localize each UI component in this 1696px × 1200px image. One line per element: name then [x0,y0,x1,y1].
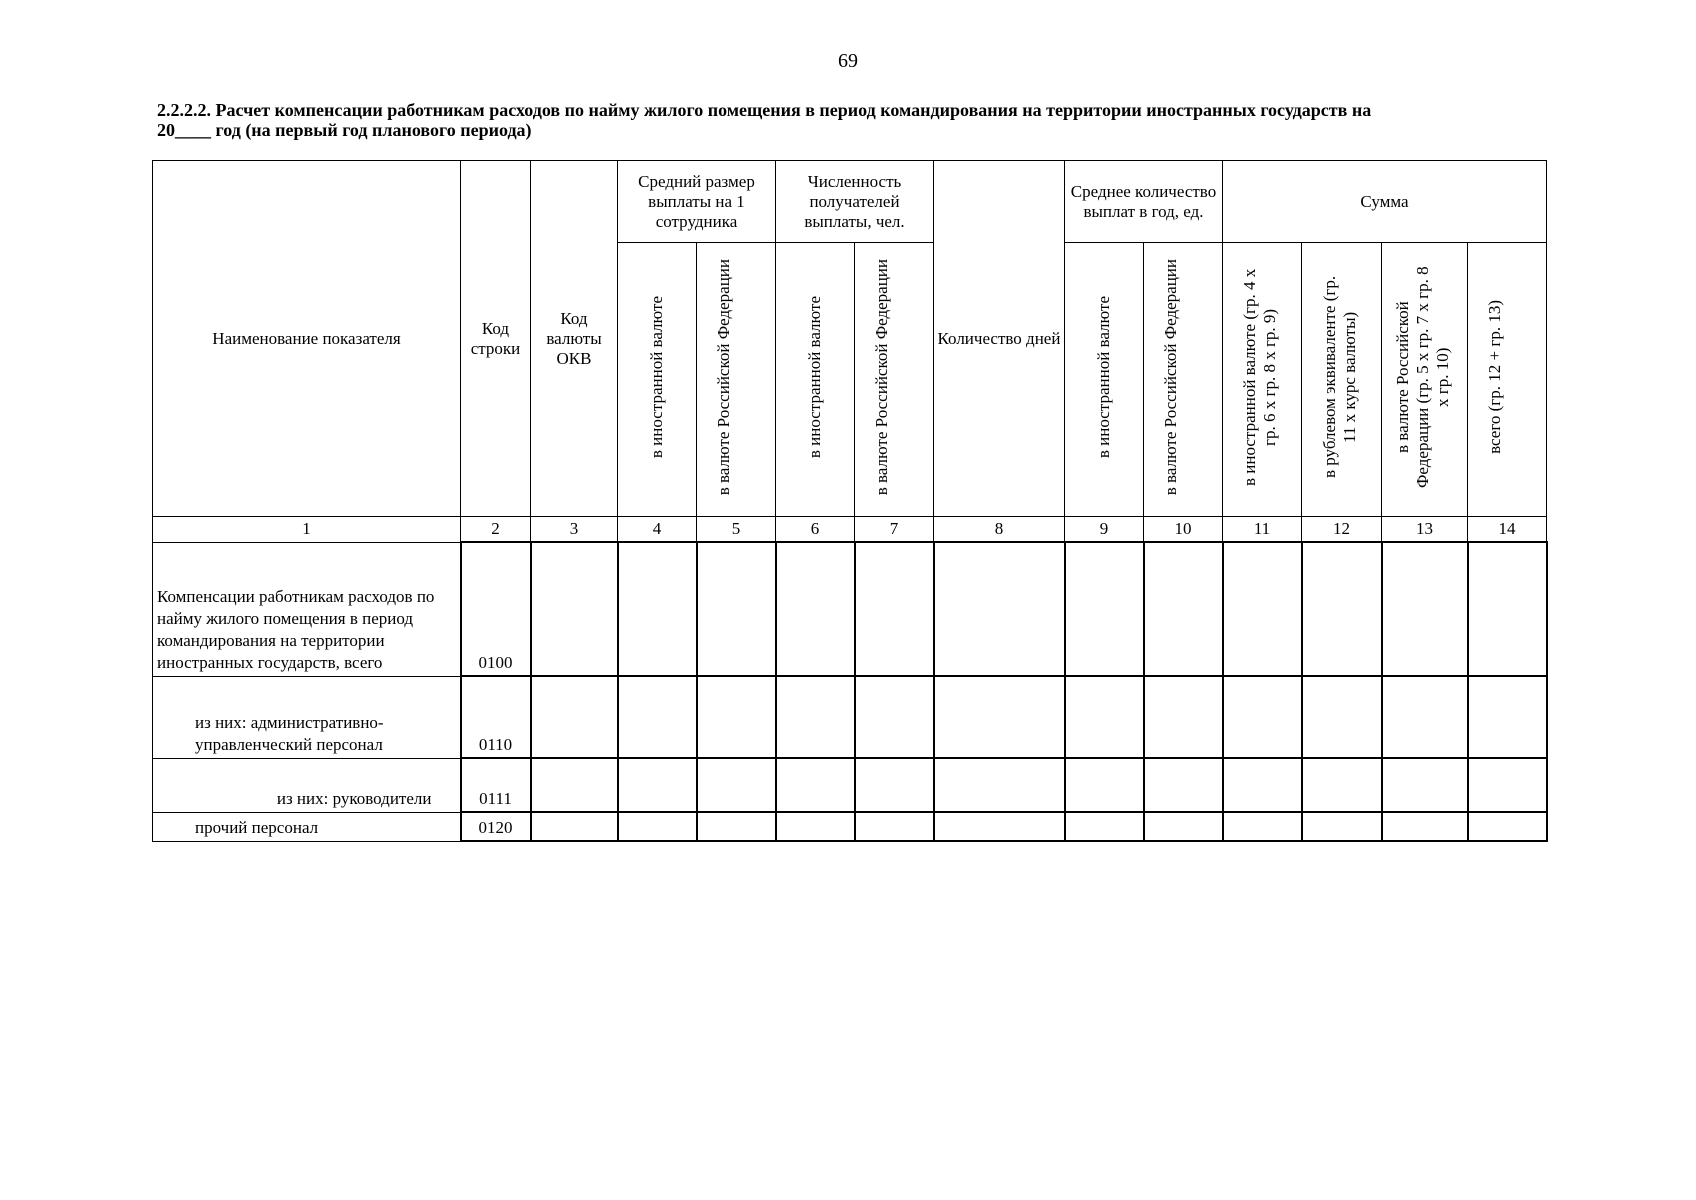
col-num-13: 13 [1382,517,1468,543]
header-name: Наименование показателя [153,161,461,517]
data-cell[interactable] [1302,758,1382,812]
section-title [157,100,1557,140]
data-cell[interactable] [1223,676,1302,758]
header-days: Количество дней [934,161,1065,517]
page-number: 69 [838,50,858,72]
data-cell[interactable] [934,758,1065,812]
subheader-sum-foreign-text: в иностранной валюте (гр. 4 х гр. 6 х гр. 8 х гр. 9) [1240,268,1279,486]
col-num-8: 8 [934,517,1065,543]
data-cell[interactable] [855,676,934,758]
subheader-sum-rub-equiv-text: в рублевом эквиваленте (гр. 11 х курс валюты) [1319,275,1359,479]
col-num-6: 6 [776,517,855,543]
data-cell[interactable] [1468,676,1547,758]
column-number-row [153,517,1547,543]
data-cell[interactable] [1382,758,1468,812]
col-num-2: 2 [461,517,531,543]
subheader-foreign-2 [776,243,855,517]
col-num-3: 3 [531,517,618,543]
table-row [153,542,1547,676]
subheader-foreign-3 [1065,243,1144,517]
compensation-table [152,160,1548,842]
data-cell[interactable] [934,676,1065,758]
data-cell[interactable] [1468,812,1547,841]
subheader-sum-foreign [1223,243,1302,517]
data-cell[interactable] [1223,542,1302,676]
col-num-10: 10 [1144,517,1223,543]
data-cell[interactable] [1468,542,1547,676]
data-cell[interactable] [934,542,1065,676]
data-cell[interactable] [618,676,697,758]
data-cell[interactable] [1302,812,1382,841]
data-cell[interactable] [618,812,697,841]
header-avg-payment: Средний размер выплаты на 1 сотрудника [618,161,776,243]
data-cell[interactable] [776,812,855,841]
subheader-rub-3-text: в валюте Российской Федерации [1161,258,1180,496]
subheader-sum-total [1468,243,1547,517]
row-name: Компенсации работникам расходов по найму жилого помещения в период командирования на территории иностранных государств, всего [153,542,461,676]
data-cell[interactable] [1382,812,1468,841]
data-cell[interactable] [934,812,1065,841]
title-line-1: 2.2.2.2. Расчет компенсации работникам расходов по найму жилого помещения в период командирования на территории иностранных государств на [157,100,1372,120]
data-cell[interactable] [1223,812,1302,841]
data-cell[interactable] [1382,676,1468,758]
subheader-sum-rub-text: в валюте Российской Федерации (гр. 5 х гр. 7 х гр. 8 х гр. 10) [1392,266,1452,488]
subheader-foreign-1-text: в иностранной валюте [647,295,666,459]
row-name: из них: руководители [153,758,461,812]
subheader-foreign-3-text: в иностранной валюте [1094,295,1113,459]
table-row [153,758,1547,812]
row-code: 0120 [461,812,531,841]
row-code: 0100 [461,542,531,676]
data-cell[interactable] [1302,676,1382,758]
table-row [153,812,1547,841]
data-cell[interactable] [697,812,776,841]
data-cell[interactable] [1223,758,1302,812]
data-cell[interactable] [776,542,855,676]
data-cell[interactable] [855,542,934,676]
data-cell[interactable] [1065,542,1144,676]
data-cell[interactable] [697,676,776,758]
header-code-currency: Код валюты ОКВ [531,161,618,517]
subheader-rub-1 [697,243,776,517]
compensation-table-wrap [152,160,1548,842]
data-cell[interactable] [1065,812,1144,841]
data-cell[interactable] [618,758,697,812]
col-num-4: 4 [618,517,697,543]
data-cell[interactable] [1302,542,1382,676]
data-cell[interactable] [618,542,697,676]
row-name: из них: административно-управленческий персонал [153,676,461,758]
data-cell[interactable] [1382,542,1468,676]
data-cell[interactable] [1144,812,1223,841]
data-cell[interactable] [531,758,618,812]
data-cell[interactable] [1144,542,1223,676]
row-code: 0110 [461,676,531,758]
subheader-sum-total-text: всего (гр. 12 + гр. 13) [1485,300,1504,454]
subheader-rub-3 [1144,243,1223,517]
data-cell[interactable] [1144,676,1223,758]
header-sum: Сумма [1223,161,1547,243]
col-num-12: 12 [1302,517,1382,543]
data-cell[interactable] [531,676,618,758]
col-num-5: 5 [697,517,776,543]
header-recipients: Численность получателей выплаты, чел. [776,161,934,243]
data-cell[interactable] [776,758,855,812]
data-cell[interactable] [1468,758,1547,812]
subheader-rub-2 [855,243,934,517]
subheader-foreign-1 [618,243,697,517]
data-cell[interactable] [855,758,934,812]
data-cell[interactable] [697,542,776,676]
data-cell[interactable] [1065,758,1144,812]
subheader-sum-rub [1382,243,1468,517]
col-num-14: 14 [1468,517,1547,543]
row-name: прочий персонал [153,812,461,841]
subheader-foreign-2-text: в иностранной валюте [805,295,824,459]
col-num-11: 11 [1223,517,1302,543]
data-cell[interactable] [697,758,776,812]
header-code-row: Код строки [461,161,531,517]
data-cell[interactable] [1144,758,1223,812]
data-cell[interactable] [855,812,934,841]
row-code: 0111 [461,758,531,812]
subheader-rub-2-text: в валюте Российской Федерации [872,258,891,496]
table-row [153,676,1547,758]
data-cell[interactable] [776,676,855,758]
data-cell[interactable] [1065,676,1144,758]
subheader-sum-rub-equiv [1302,243,1382,517]
data-cell[interactable] [531,812,618,841]
subheader-rub-1-text: в валюте Российской Федерации [714,258,733,496]
title-line-2: 20____ год (на первый год планового периода) [157,120,532,140]
col-num-9: 9 [1065,517,1144,543]
header-avg-count: Среднее количество выплат в год, ед. [1065,161,1223,243]
data-cell[interactable] [531,542,618,676]
col-num-7: 7 [855,517,934,543]
col-num-1: 1 [153,517,461,543]
